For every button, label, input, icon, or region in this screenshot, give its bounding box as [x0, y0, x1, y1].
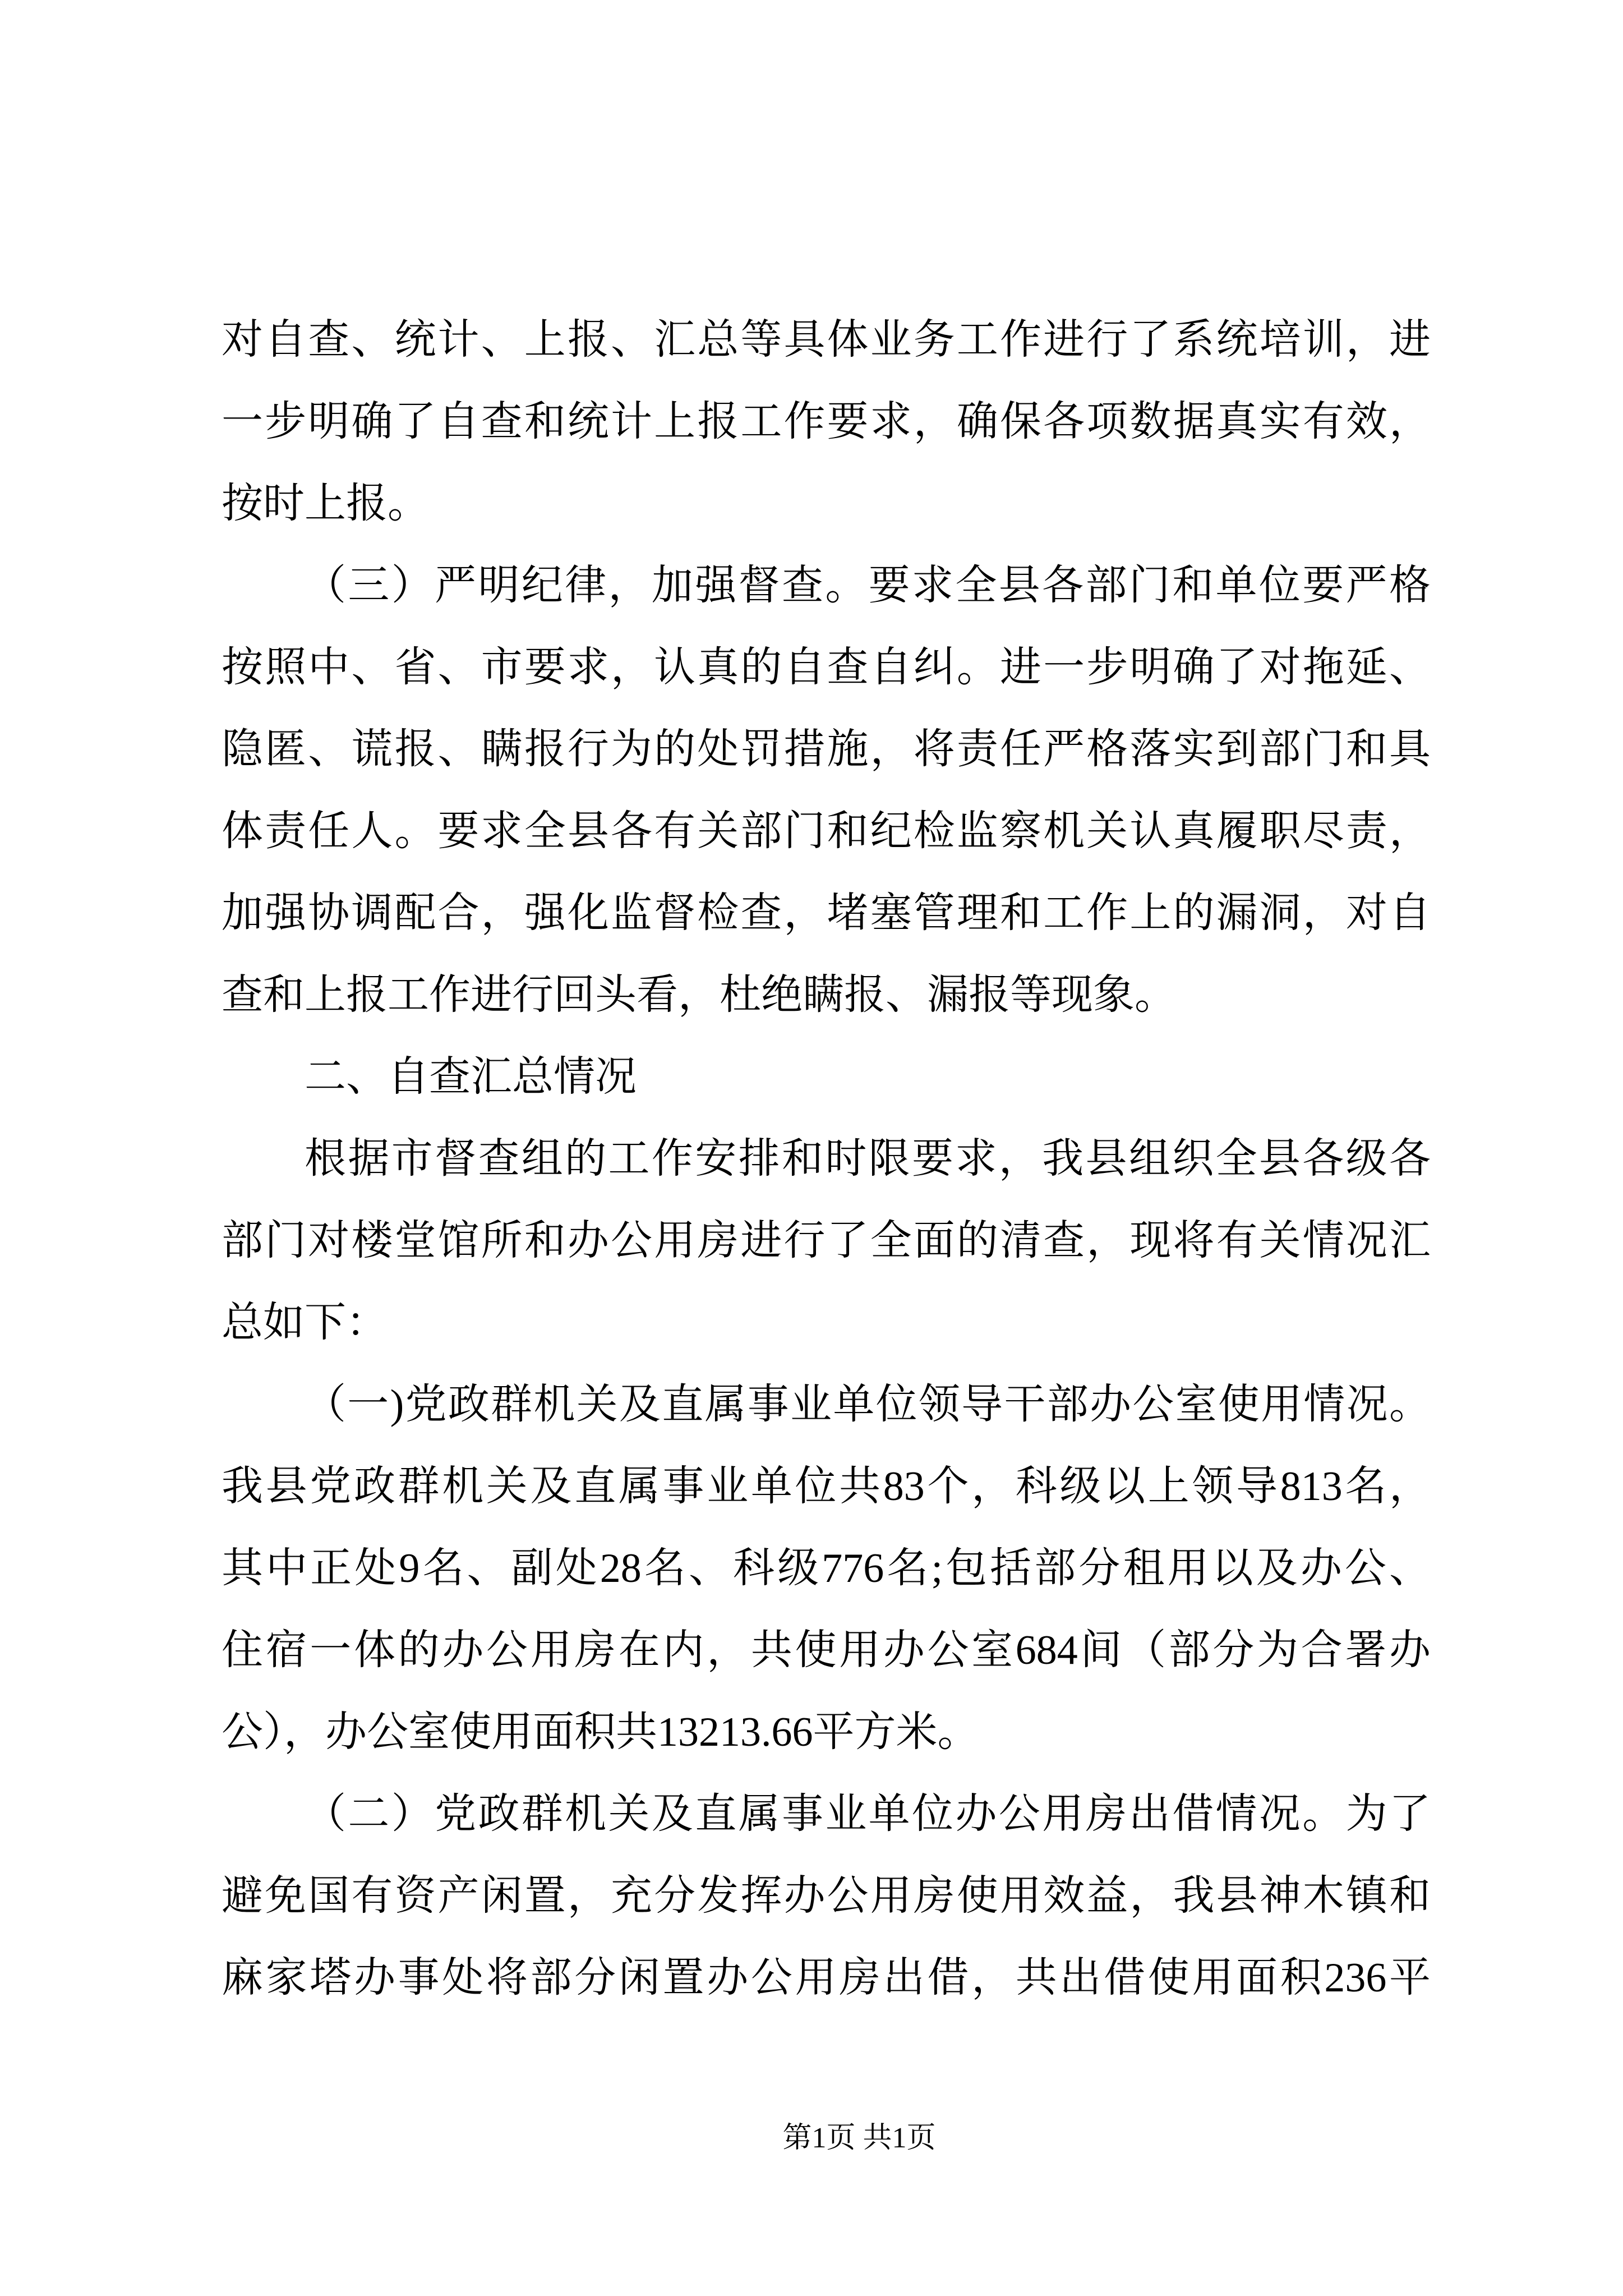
section-heading: 二、自查汇总情况 [305, 1054, 637, 1100]
body-line-4: （三）严明纪律，加强督查。要求全县各部门和单位要严格 [305, 563, 1431, 609]
body-line-7: 体责任人。要求全县各有关部门和纪检监察机关认真履职尽责， [222, 808, 1431, 854]
body-line-18: 公），办公室使用面积共13213.66平方米。 [222, 1709, 979, 1755]
document-body [222, 299, 1431, 2019]
body-line-9: 查和上报工作进行回头看，杜绝瞒报、漏报等现象。 [222, 972, 1176, 1018]
page-number-footer: 第1页 共1页 [782, 2122, 936, 2154]
body-line-11: 根据市督查组的工作安排和时限要求，我县组织全县各级各 [305, 1136, 1431, 1182]
body-line-3: 按时上报。 [222, 481, 429, 527]
body-line-21: 麻家塔办事处将部分闲置办公用房出借，共出借使用面积236平 [222, 1955, 1431, 2001]
body-line-17: 住宿一体的办公用房在内，共使用办公室684间（部分为合署办 [222, 1627, 1431, 1673]
body-line-12: 部门对楼堂馆所和办公用房进行了全面的清查，现将有关情况汇 [222, 1218, 1431, 1264]
body-line-6: 隐匿、谎报、瞒报行为的处罚措施，将责任严格落实到部门和具 [222, 726, 1431, 772]
body-line-1: 对自查、统计、上报、汇总等具体业务工作进行了系统培训，进 [222, 317, 1431, 363]
body-line-19: （二）党政群机关及直属事业单位办公用房出借情况。为了 [305, 1791, 1431, 1837]
body-line-13: 总如下： [222, 1300, 388, 1346]
body-line-2: 一步明确了自查和统计上报工作要求，确保各项数据真实有效， [222, 399, 1431, 445]
body-line-16: 其中正处9名、副处28名、科级776名;包括部分租用以及办公、 [222, 1545, 1431, 1591]
body-line-8: 加强协调配合，强化监督检查，堵塞管理和工作上的漏洞，对自 [222, 890, 1431, 936]
body-line-5: 按照中、省、市要求，认真的自查自纠。进一步明确了对拖延、 [222, 645, 1431, 691]
body-line-14: （一)党政群机关及直属事业单位领导干部办公室使用情况。 [305, 1382, 1431, 1428]
body-line-20: 避免国有资产闲置，充分发挥办公用房使用效益，我县神木镇和 [222, 1873, 1431, 1919]
body-line-15: 我县党政群机关及直属事业单位共83个，科级以上领导813名， [222, 1464, 1431, 1510]
